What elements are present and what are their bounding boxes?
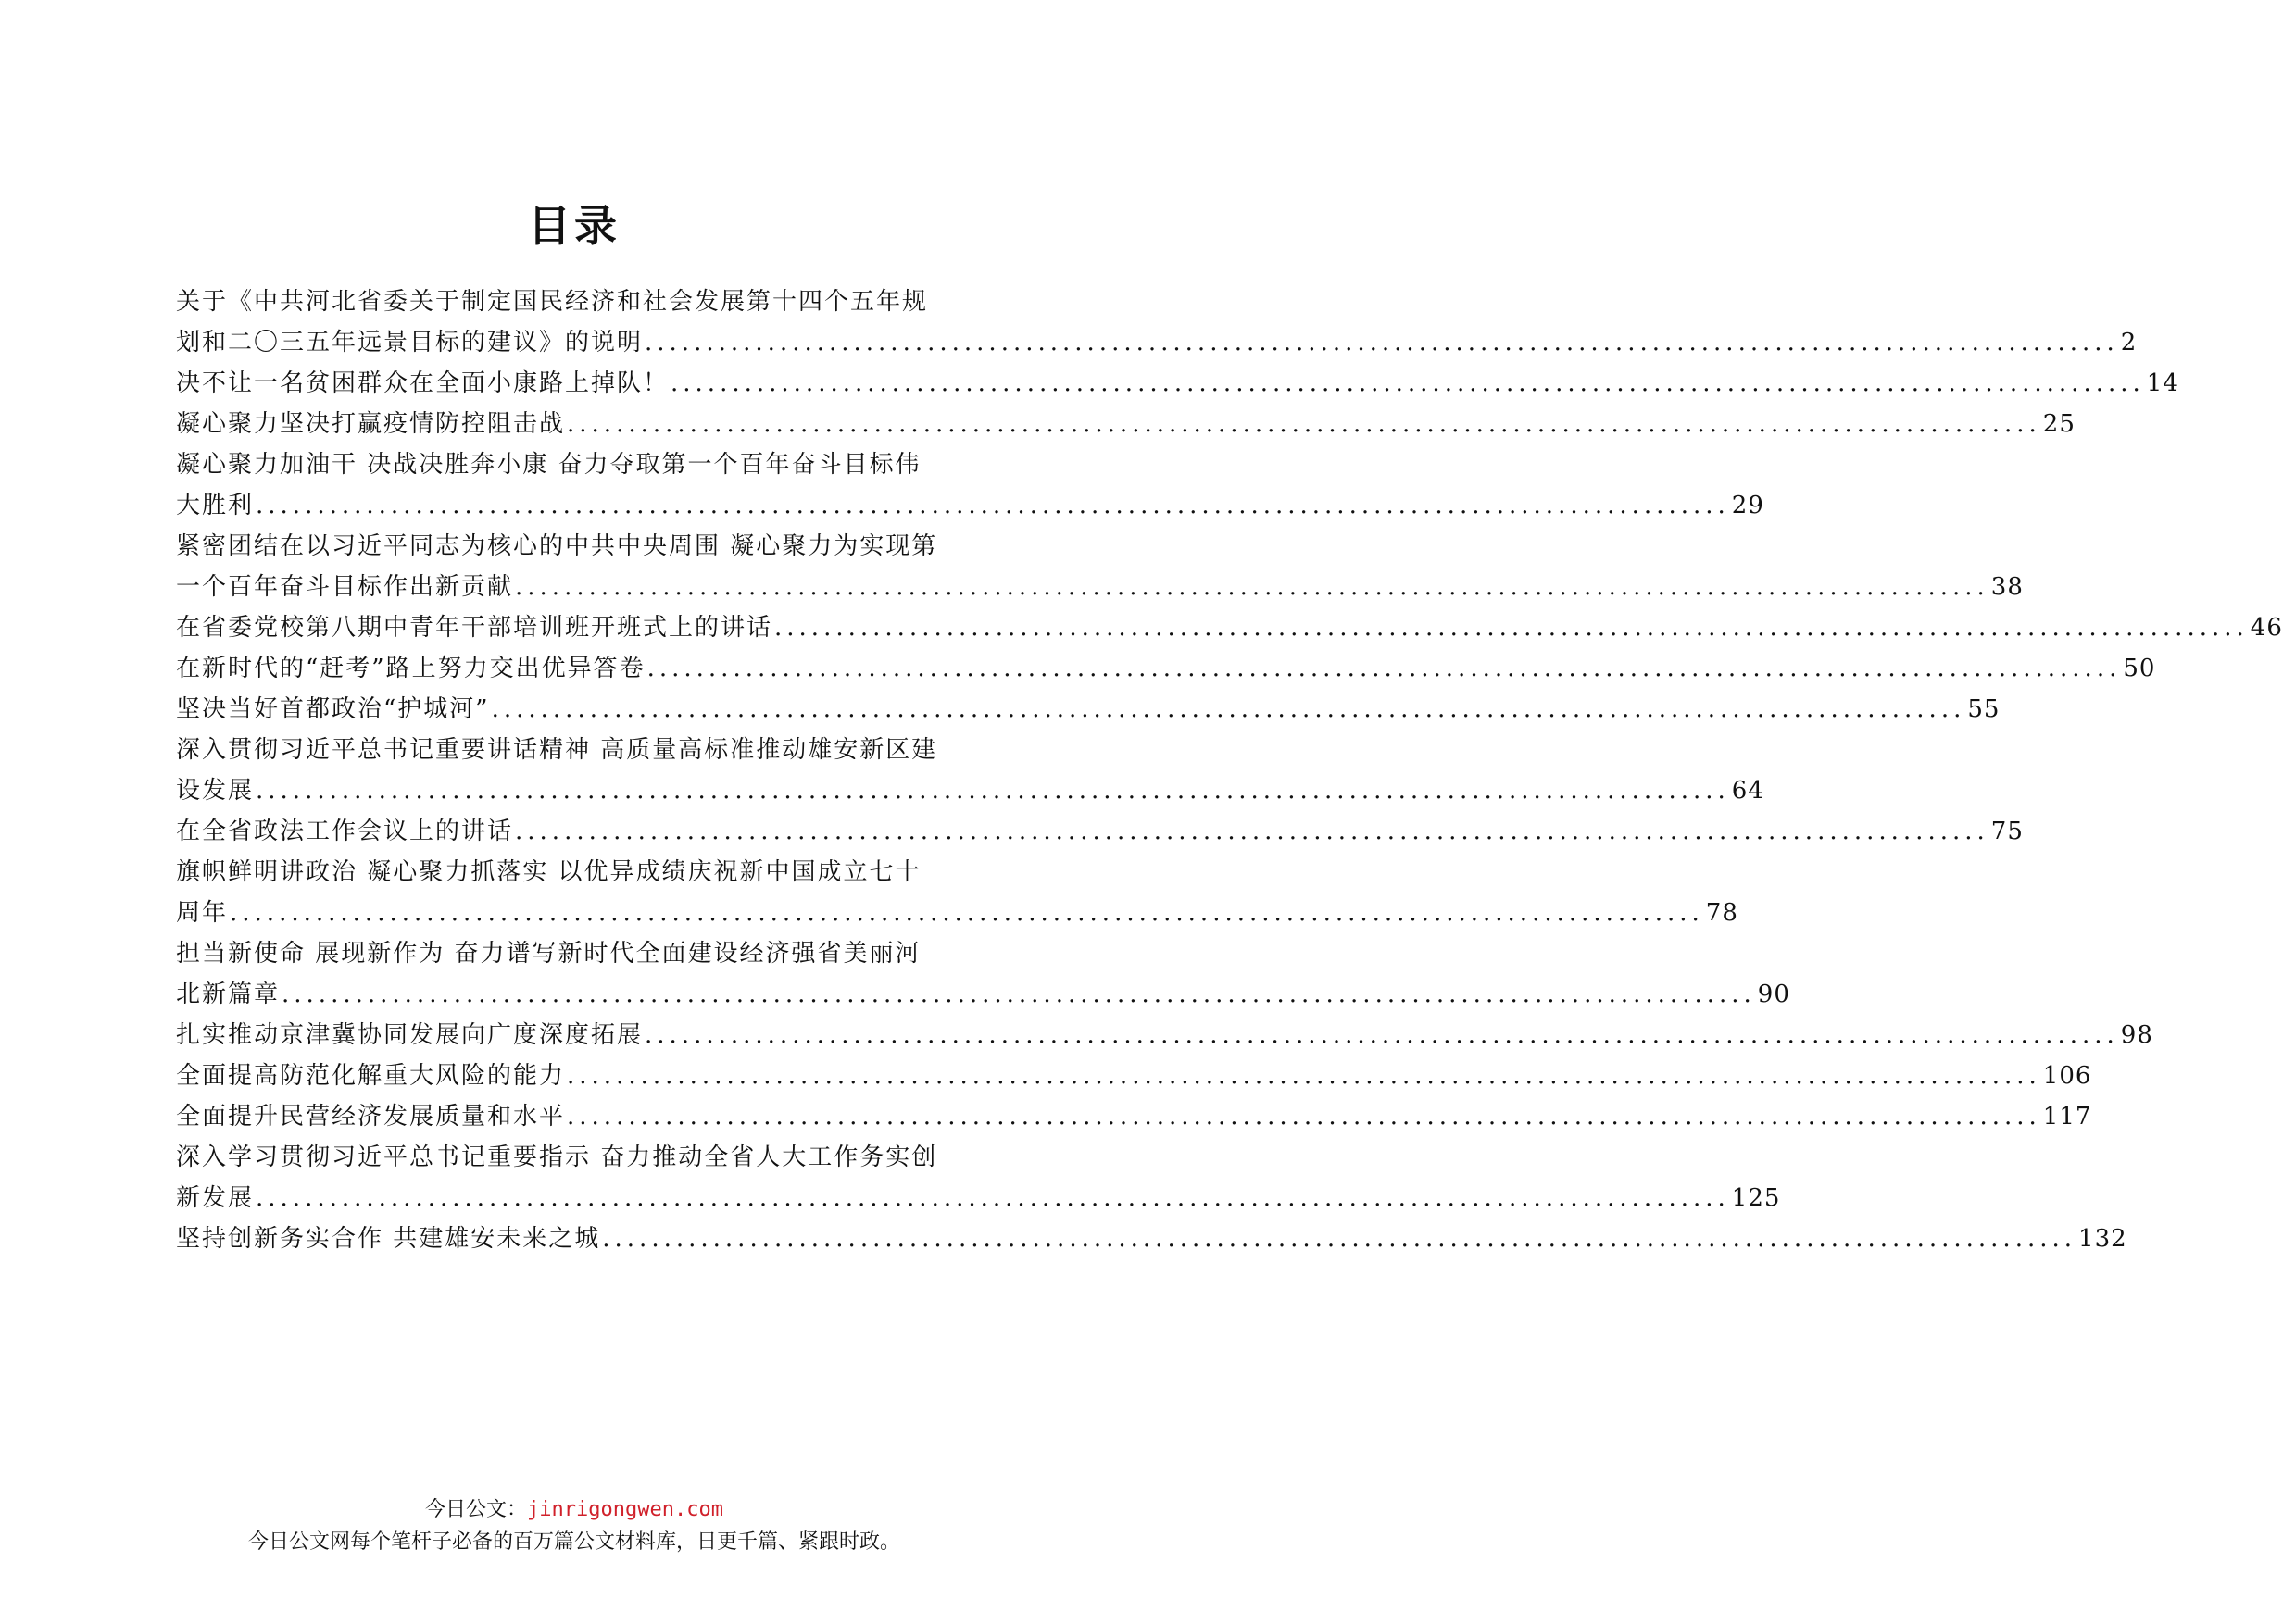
toc-entry-title: 坚持创新务实合作 共建雄安未来之城 (176, 1225, 601, 1253)
toc-entry[interactable] (176, 1056, 2092, 1096)
toc-dot-leader: ........................................................................................................................ (645, 1021, 2119, 1049)
toc-entry-title-line1: 深入贯彻习近平总书记重要讲话精神 高质量高标准推动雄安新区建 (176, 736, 938, 764)
toc-entry-title: 决不让一名贫困群众在全面小康路上掉队！ (176, 369, 670, 397)
toc-entry-title: 一个百年奋斗目标作出新贡献 (176, 573, 514, 601)
toc-entry-line (176, 1178, 1781, 1218)
toc-entry[interactable] (176, 1218, 2127, 1259)
toc-page-number: 98 (2120, 1021, 2153, 1049)
toc-entry-line (176, 322, 2138, 363)
toc-entry-title: 在省委党校第八期中青年干部培训班开班式上的讲话 (176, 614, 773, 642)
toc-dot-leader: ........................................................................................................................ (230, 899, 1704, 927)
toc-entry[interactable] (176, 526, 2024, 607)
toc-page-number: 64 (1731, 777, 1764, 805)
toc-entry-title-line1: 担当新使命 展现新作为 奋力谱写新时代全面建设经济强省美丽河 (176, 940, 922, 968)
toc-dot-leader: ........................................................................................................................ (256, 492, 1730, 519)
toc-entry-line (176, 974, 1790, 1015)
toc-entry-title: 全面提升民营经济发展质量和水平 (176, 1103, 566, 1131)
toc-page-number: 46 (2250, 614, 2283, 642)
toc-entry-line (176, 363, 2179, 404)
toc-entry[interactable] (176, 1096, 2092, 1137)
toc-entry-title: 在新时代的“赶考”路上努力交出优异答卷 (176, 655, 646, 682)
toc-entry-title: 坚决当好首都政治“护城河” (176, 695, 490, 723)
toc-entry[interactable] (176, 811, 2024, 852)
toc-dot-leader: ........................................................................................................................ (256, 777, 1730, 805)
footer-slogan: 今日公文网每个笔杆子必备的百万篇公文材料库，日更千篇、紧跟时政。 (247, 1530, 900, 1554)
toc-entry-title: 设发展 (176, 777, 255, 805)
toc-page-number: 106 (2042, 1062, 2092, 1090)
toc-entry-line (176, 1015, 2153, 1056)
toc-page-number: 14 (2146, 369, 2179, 397)
toc-dot-leader: ........................................................................................................................ (567, 1062, 2041, 1090)
toc-entry-title: 扎实推动京津冀协同发展向广度深度拓展 (176, 1021, 644, 1049)
toc-entry-line (176, 1096, 2092, 1137)
toc-entry[interactable] (176, 607, 2283, 648)
toc-dot-leader: ........................................................................................................................ (645, 329, 2119, 356)
toc-dot-leader: ........................................................................................................................ (282, 981, 1756, 1008)
toc-entry-title: 新发展 (176, 1184, 255, 1212)
toc-entry-title: 周年 (176, 899, 229, 927)
toc-dot-leader: ........................................................................................................................ (646, 655, 2122, 682)
toc-page-number: 50 (2123, 655, 2156, 682)
toc-entry-title-line1: 关于《中共河北省委关于制定国民经济和社会发展第十四个五年规 (176, 288, 929, 316)
toc-entry-line (176, 893, 1738, 933)
toc-page-number: 25 (2042, 410, 2076, 438)
toc-entry-title-line1: 深入学习贯彻习近平总书记重要指示 奋力推动全省人大工作务实创 (176, 1143, 938, 1171)
footer-label: 今日公文： (425, 1498, 528, 1521)
toc-entry-line (176, 1056, 2092, 1096)
toc-entry[interactable] (176, 281, 2138, 363)
toc-entry[interactable] (176, 1137, 1781, 1218)
toc-entry-line (176, 770, 1764, 811)
toc-page-number: 132 (2078, 1225, 2127, 1253)
toc-page-number: 2 (2120, 329, 2138, 356)
toc-dot-leader: ........................................................................................................................ (567, 410, 2041, 438)
toc-entry-title: 划和二〇三五年远景目标的建议》的说明 (176, 329, 644, 356)
toc-entry-title: 大胜利 (176, 492, 255, 519)
toc-entry-title: 凝心聚力坚决打赢疫情防控阻击战 (176, 410, 566, 438)
toc-entry[interactable] (176, 852, 1738, 933)
toc-entry-title: 全面提高防范化解重大风险的能力 (176, 1062, 566, 1090)
toc-dot-leader: ........................................................................................................................ (602, 1225, 2077, 1253)
toc-entry[interactable] (176, 1015, 2153, 1056)
toc-entry[interactable] (176, 689, 2001, 730)
footer-url-link[interactable]: jinrigongwen.com (527, 1498, 723, 1521)
toc-page-number: 78 (1705, 899, 1738, 927)
toc-page-number: 75 (1990, 818, 2024, 845)
toc-page-number: 125 (1731, 1184, 1781, 1212)
toc-dot-leader: ........................................................................................................................ (491, 695, 1966, 723)
toc-dot-leader: ........................................................................................................................ (515, 573, 1989, 601)
toc-page-number: 90 (1757, 981, 1790, 1008)
toc-entry-line (176, 1218, 2127, 1259)
toc-page-number: 55 (1967, 695, 2001, 723)
toc-entry-title-line1: 凝心聚力加油干 决战决胜奔小康 奋力夺取第一个百年奋斗目标伟 (176, 451, 922, 479)
toc-dot-leader: ........................................................................................................................ (567, 1103, 2041, 1131)
toc-entry-title-line1: 紧密团结在以习近平同志为核心的中共中央周围 凝心聚力为实现第 (176, 532, 938, 560)
toc-entry[interactable] (176, 648, 2156, 689)
toc-entry[interactable] (176, 730, 1764, 811)
toc-entry[interactable] (176, 444, 1764, 526)
toc-page-number: 117 (2042, 1103, 2092, 1131)
toc-entry-line (176, 689, 2001, 730)
toc-entry-title-line1: 旗帜鲜明讲政治 凝心聚力抓落实 以优异成绩庆祝新中国成立七十 (176, 858, 922, 886)
toc-entry-title: 在全省政法工作会议上的讲话 (176, 818, 514, 845)
toc-dot-leader: ........................................................................................................................ (671, 369, 2145, 397)
toc-entry[interactable] (176, 363, 2179, 404)
toc-entry-title: 北新篇章 (176, 981, 281, 1008)
toc-entry-line (176, 485, 1764, 526)
toc-entry-line (176, 567, 2024, 607)
footer-source (0, 1493, 1148, 1522)
toc-entry[interactable] (176, 933, 1790, 1015)
toc-entry[interactable] (176, 404, 2076, 444)
toc-dot-leader: ........................................................................................................................ (515, 818, 1989, 845)
toc-page-number: 29 (1731, 492, 1764, 519)
toc-dot-leader: ........................................................................................................................ (256, 1184, 1730, 1212)
toc-page-number: 38 (1990, 573, 2024, 601)
toc-entry-line (176, 404, 2076, 444)
table-of-contents (176, 281, 2283, 1259)
toc-entry-line (176, 648, 2156, 689)
toc-entry-line (176, 607, 2283, 648)
page-title: 目录 (528, 201, 621, 251)
toc-entry-line (176, 811, 2024, 852)
toc-dot-leader: ........................................................................................................................ (774, 614, 2249, 642)
